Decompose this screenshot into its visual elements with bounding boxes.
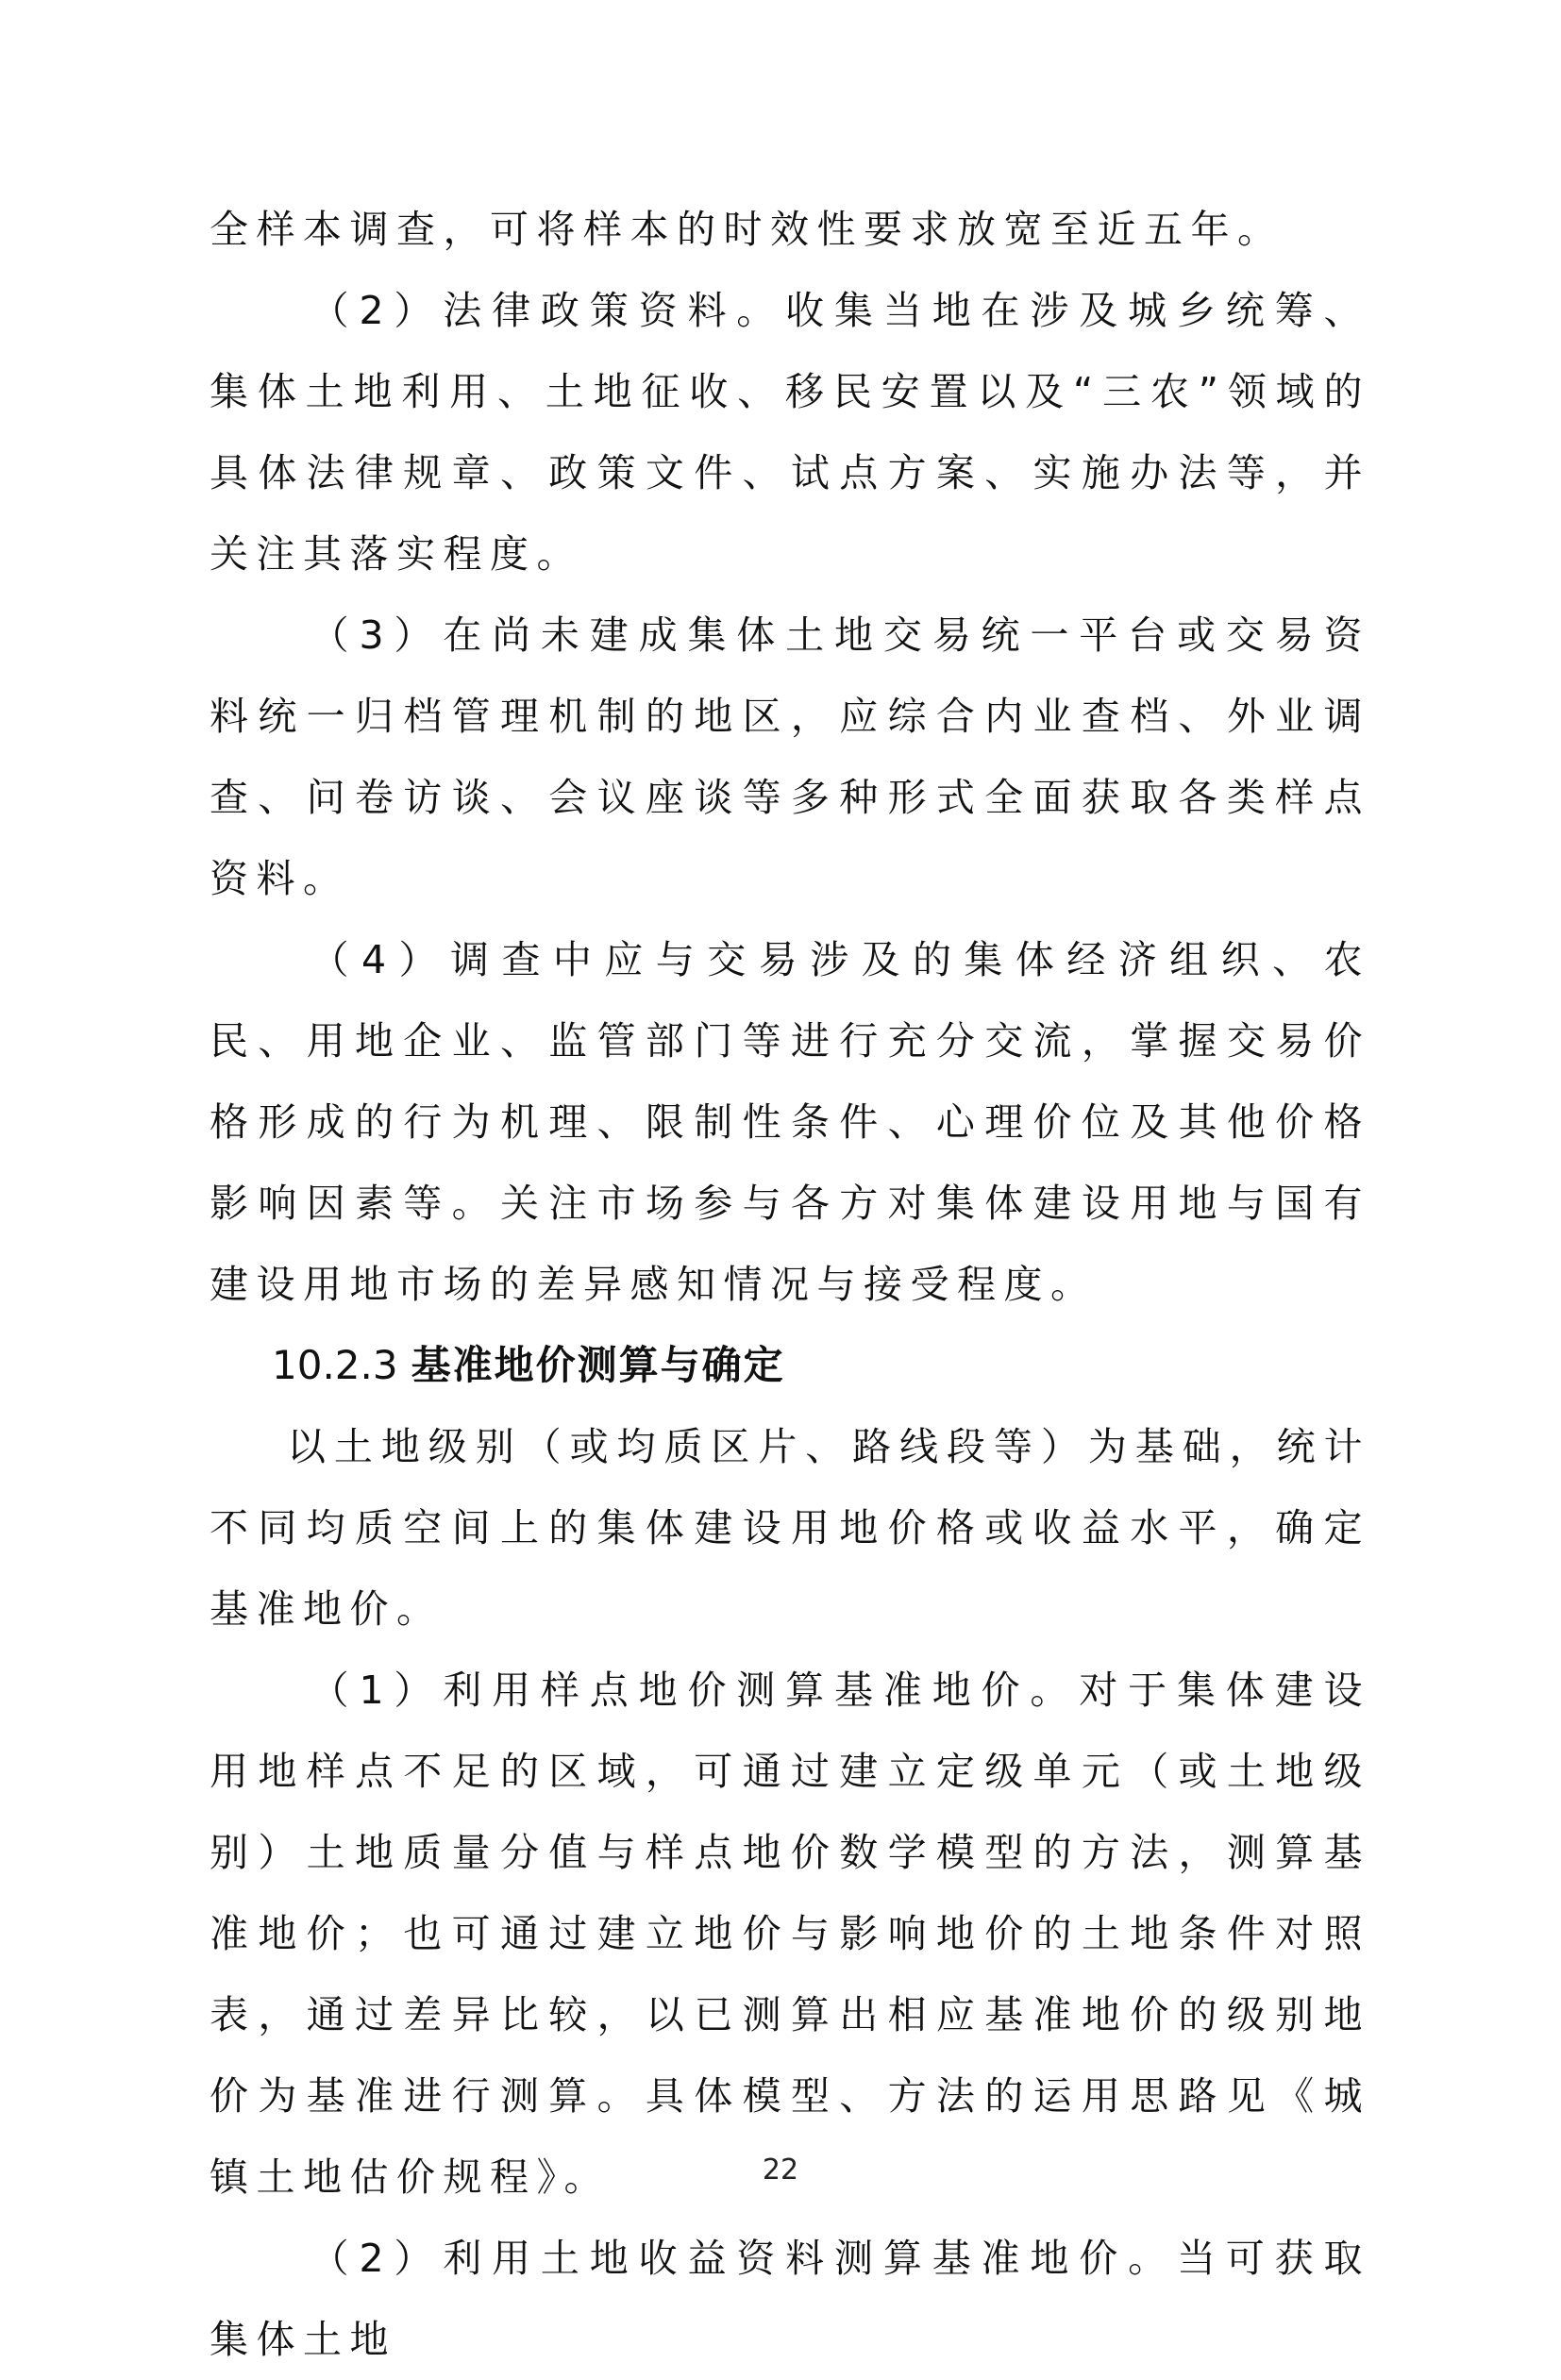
page-number: 22 bbox=[762, 2154, 799, 2187]
paragraph-legal-policy: （2）法律政策资料。收集当地在涉及城乡统筹、集体土地利用、土地征收、移民安置以及“三农”领域的具体法律规章、政策文件、试点方案、实施办法等，并关注其落实程度。 bbox=[210, 288, 1370, 577]
section-number: 10.2.3 bbox=[272, 1342, 398, 1388]
paragraph-data-collection: （3）在尚未建成集体土地交易统一平台或交易资料统一归档管理机制的地区，应综合内业查档、外业调查、问卷访谈、会议座谈等多种形式全面获取各类样点资料。 bbox=[210, 612, 1370, 901]
paragraph-sample-price-method: （1）利用样点地价测算基准地价。对于集体建设用地样点不足的区域，可通过建立定级单元（或土地级别）土地质量分值与样点地价数学模型的方法，测算基准地价；也可通过建立地价与影响地价的土地条件对照表，通过差异比较，以已测算出相应基准地价的级别地价为基准进行测算。具体模型、方法的运用思路见《城镇土地估价规程》。 bbox=[210, 1668, 1370, 2200]
section-title: 基准地价测算与确定 bbox=[411, 1342, 785, 1388]
paragraph-land-income-method: （2）利用土地收益资料测算基准地价。当可获取集体土地 bbox=[210, 2236, 1370, 2362]
paragraph-continuation: 全样本调查，可将样本的时效性要求放宽至近五年。 bbox=[210, 207, 1284, 252]
paragraph-stakeholder-communication: （4）调查中应与交易涉及的集体经济组织、农民、用地企业、监管部门等进行充分交流，掌握交易价格形成的行为机理、限制性条件、心理价位及其他价格影响因素等。关注市场参与各方对集体建设用地与国有建设用地市场的差异感知情况与接受程度。 bbox=[210, 937, 1370, 1307]
paragraph-section-intro: 以土地级别（或均质区片、路线段等）为基础，统计不同均质空间上的集体建设用地价格或收益水平，确定基准地价。 bbox=[210, 1424, 1370, 1632]
section-heading bbox=[210, 1325, 1370, 1406]
page-body bbox=[210, 189, 1370, 2380]
